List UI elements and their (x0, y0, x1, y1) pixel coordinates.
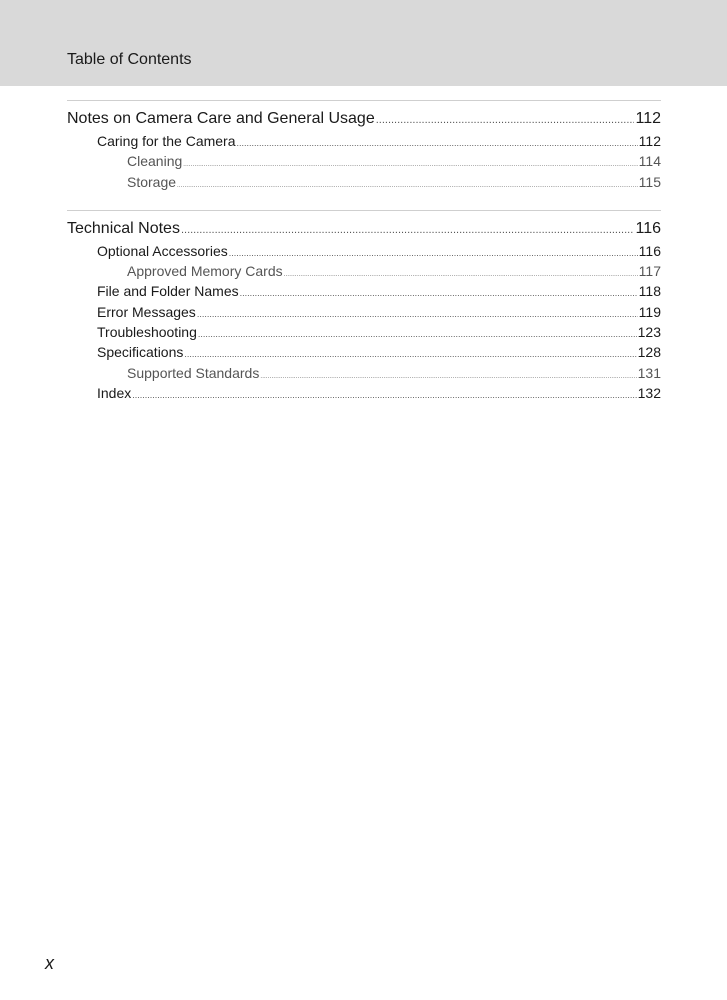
toc-entry-label: Troubleshooting (97, 324, 197, 341)
page-title: Table of Contents (67, 51, 192, 68)
table-of-contents (67, 100, 661, 403)
toc-entry[interactable] (67, 172, 661, 192)
header-band (0, 0, 727, 86)
dot-leader (198, 324, 637, 344)
dot-leader (181, 218, 635, 242)
dot-leader (183, 155, 637, 175)
toc-entry[interactable] (67, 241, 661, 261)
toc-section (67, 100, 661, 192)
toc-entry-page: 116 (638, 242, 661, 259)
toc-entry-page: 117 (638, 263, 661, 280)
toc-entry-label: Optional Accessories (97, 242, 228, 259)
toc-entry-label: Error Messages (97, 303, 196, 320)
toc-entry-page: 119 (638, 303, 661, 320)
toc-entry-label: File and Folder Names (97, 283, 239, 300)
dot-leader (132, 385, 636, 405)
toc-entry-label: Approved Memory Cards (127, 263, 283, 280)
toc-entry-label: Cleaning (127, 153, 183, 170)
dot-leader (376, 108, 635, 132)
toc-entry-page: 115 (638, 173, 661, 190)
toc-entry[interactable] (67, 281, 661, 301)
toc-entry-page: 118 (638, 283, 661, 300)
toc-entry-page: 128 (637, 344, 661, 361)
toc-entry-label: Caring for the Camera (97, 133, 236, 149)
toc-entry-page: 131 (637, 364, 661, 381)
dot-leader (177, 176, 638, 196)
dot-leader (284, 265, 638, 285)
toc-entry[interactable] (67, 383, 661, 403)
dot-leader (260, 367, 636, 387)
toc-entry-page: 116 (635, 219, 661, 237)
toc-entry-label: Storage (127, 173, 177, 190)
toc-entry[interactable] (67, 261, 661, 281)
toc-entry-label: Index (97, 384, 132, 401)
toc-entry[interactable] (67, 322, 661, 342)
toc-entry[interactable] (67, 131, 661, 151)
toc-entry-page: 132 (637, 384, 661, 401)
toc-entry[interactable] (67, 107, 661, 131)
toc-entry[interactable] (67, 342, 661, 362)
dot-leader (237, 133, 638, 153)
toc-entry-label: Specifications (97, 344, 184, 361)
dot-leader (240, 283, 638, 303)
toc-entry-page: 112 (638, 133, 661, 149)
toc-entry[interactable] (67, 363, 661, 383)
page-number: x (45, 953, 54, 973)
toc-entry-page: 112 (635, 110, 661, 127)
dot-leader (197, 304, 638, 324)
dot-leader (184, 344, 636, 364)
toc-entry-label: Supported Standards (127, 364, 260, 381)
toc-entry[interactable] (67, 217, 661, 241)
toc-entry-page: 114 (638, 153, 661, 170)
toc-section (67, 210, 661, 403)
toc-entry-label: Notes on Camera Care and General Usage (67, 110, 375, 127)
toc-entry-page: 123 (637, 324, 661, 341)
dot-leader (229, 243, 638, 263)
toc-entry[interactable] (67, 302, 661, 322)
toc-entry-label: Technical Notes (67, 219, 180, 237)
toc-entry[interactable] (67, 151, 661, 171)
